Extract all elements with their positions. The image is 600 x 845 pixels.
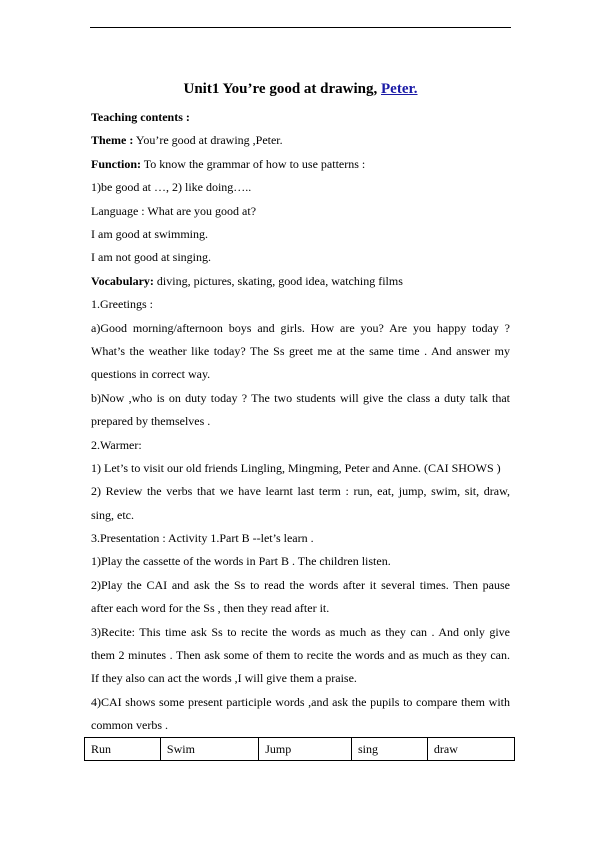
- table-cell: draw: [427, 738, 514, 761]
- table-cell: sing: [352, 738, 428, 761]
- presentation-item-4-line-1: 4)CAI shows some present participle words ,and ask the pupils to compare them with: [91, 694, 510, 709]
- title-link[interactable]: Peter.: [381, 81, 418, 97]
- presentation-item-1: 1)Play the cassette of the words in Part B . The children listen.: [91, 554, 391, 569]
- table-cell: Swim: [160, 738, 258, 761]
- theme-label: Theme :: [91, 133, 134, 148]
- presentation-item-3-line-2: them 2 minutes . Then ask some of them to recite the words and as much as they can.: [91, 648, 510, 663]
- teaching-contents-heading: Teaching contents :: [91, 110, 190, 124]
- presentation-item-3-line-1: 3)Recite: This time ask Ss to recite the words as much as they can . And only give: [91, 624, 510, 639]
- presentation-item-2-line-1: 2)Play the CAI and ask the Ss to read the words after it several times. Then pause: [91, 577, 510, 592]
- table-row: [85, 738, 515, 761]
- theme-text: You’re good at drawing ,Peter.: [133, 133, 283, 148]
- table-cell: Jump: [259, 738, 352, 761]
- title-main: Unit1 You’re good at drawing,: [183, 81, 378, 97]
- warmer-item-1: 1) Let’s to visit our old friends Lingling, Mingming, Peter and Anne. (CAI SHOWS ): [91, 460, 501, 475]
- greeting-a-line-3: questions in correct way.: [91, 367, 211, 382]
- warmer-item-2-line-1: 2) Review the verbs that we have learnt last term : run, eat, jump, swim, sit, draw,: [91, 484, 510, 499]
- greeting-b-line-2: prepared by themselves .: [91, 414, 211, 429]
- warmer-heading: 2.Warmer:: [91, 437, 142, 452]
- top-rule: [90, 27, 511, 28]
- greeting-a-line-1: a)Good morning/afternoon boys and girls. How are you? Are you happy today ?: [91, 320, 510, 335]
- page-title: [91, 78, 510, 100]
- function-label: Function:: [91, 156, 142, 171]
- document-body: [91, 78, 510, 738]
- vocabulary-label: Vocabulary:: [91, 273, 154, 288]
- vocabulary-text: diving, pictures, skating, good idea, watching films: [153, 273, 403, 288]
- greeting-a-line-2: What’s the weather like today? The Ss greet me at the same time . And answer my: [91, 343, 510, 358]
- function-line: [91, 153, 510, 176]
- sentence-line-1: I am good at swimming.: [91, 226, 208, 241]
- theme-line: [91, 129, 510, 152]
- presentation-item-2-line-2: after each word for the Ss , then they read after it.: [91, 601, 330, 616]
- language-line: Language : What are you good at?: [91, 203, 257, 218]
- function-text: To know the grammar of how to use patterns :: [141, 156, 366, 171]
- patterns-line: 1)be good at …, 2) like doing…..: [91, 180, 252, 195]
- vocabulary-line: [91, 270, 510, 293]
- greeting-b-line-1: b)Now ,who is on duty today ? The two students will give the class a duty talk that: [91, 390, 510, 405]
- warmer-item-2-line-2: sing, etc.: [91, 507, 134, 522]
- table-cell: Run: [85, 738, 161, 761]
- presentation-item-4-line-2: common verbs .: [91, 718, 168, 733]
- sentence-line-2: I am not good at singing.: [91, 250, 211, 265]
- presentation-item-3-line-3: If they also can act the words ,I will give them a praise.: [91, 671, 357, 686]
- greetings-heading: 1.Greetings :: [91, 297, 153, 312]
- verbs-table: [84, 737, 515, 761]
- presentation-heading: 3.Presentation : Activity 1.Part B --let’s learn .: [91, 531, 314, 546]
